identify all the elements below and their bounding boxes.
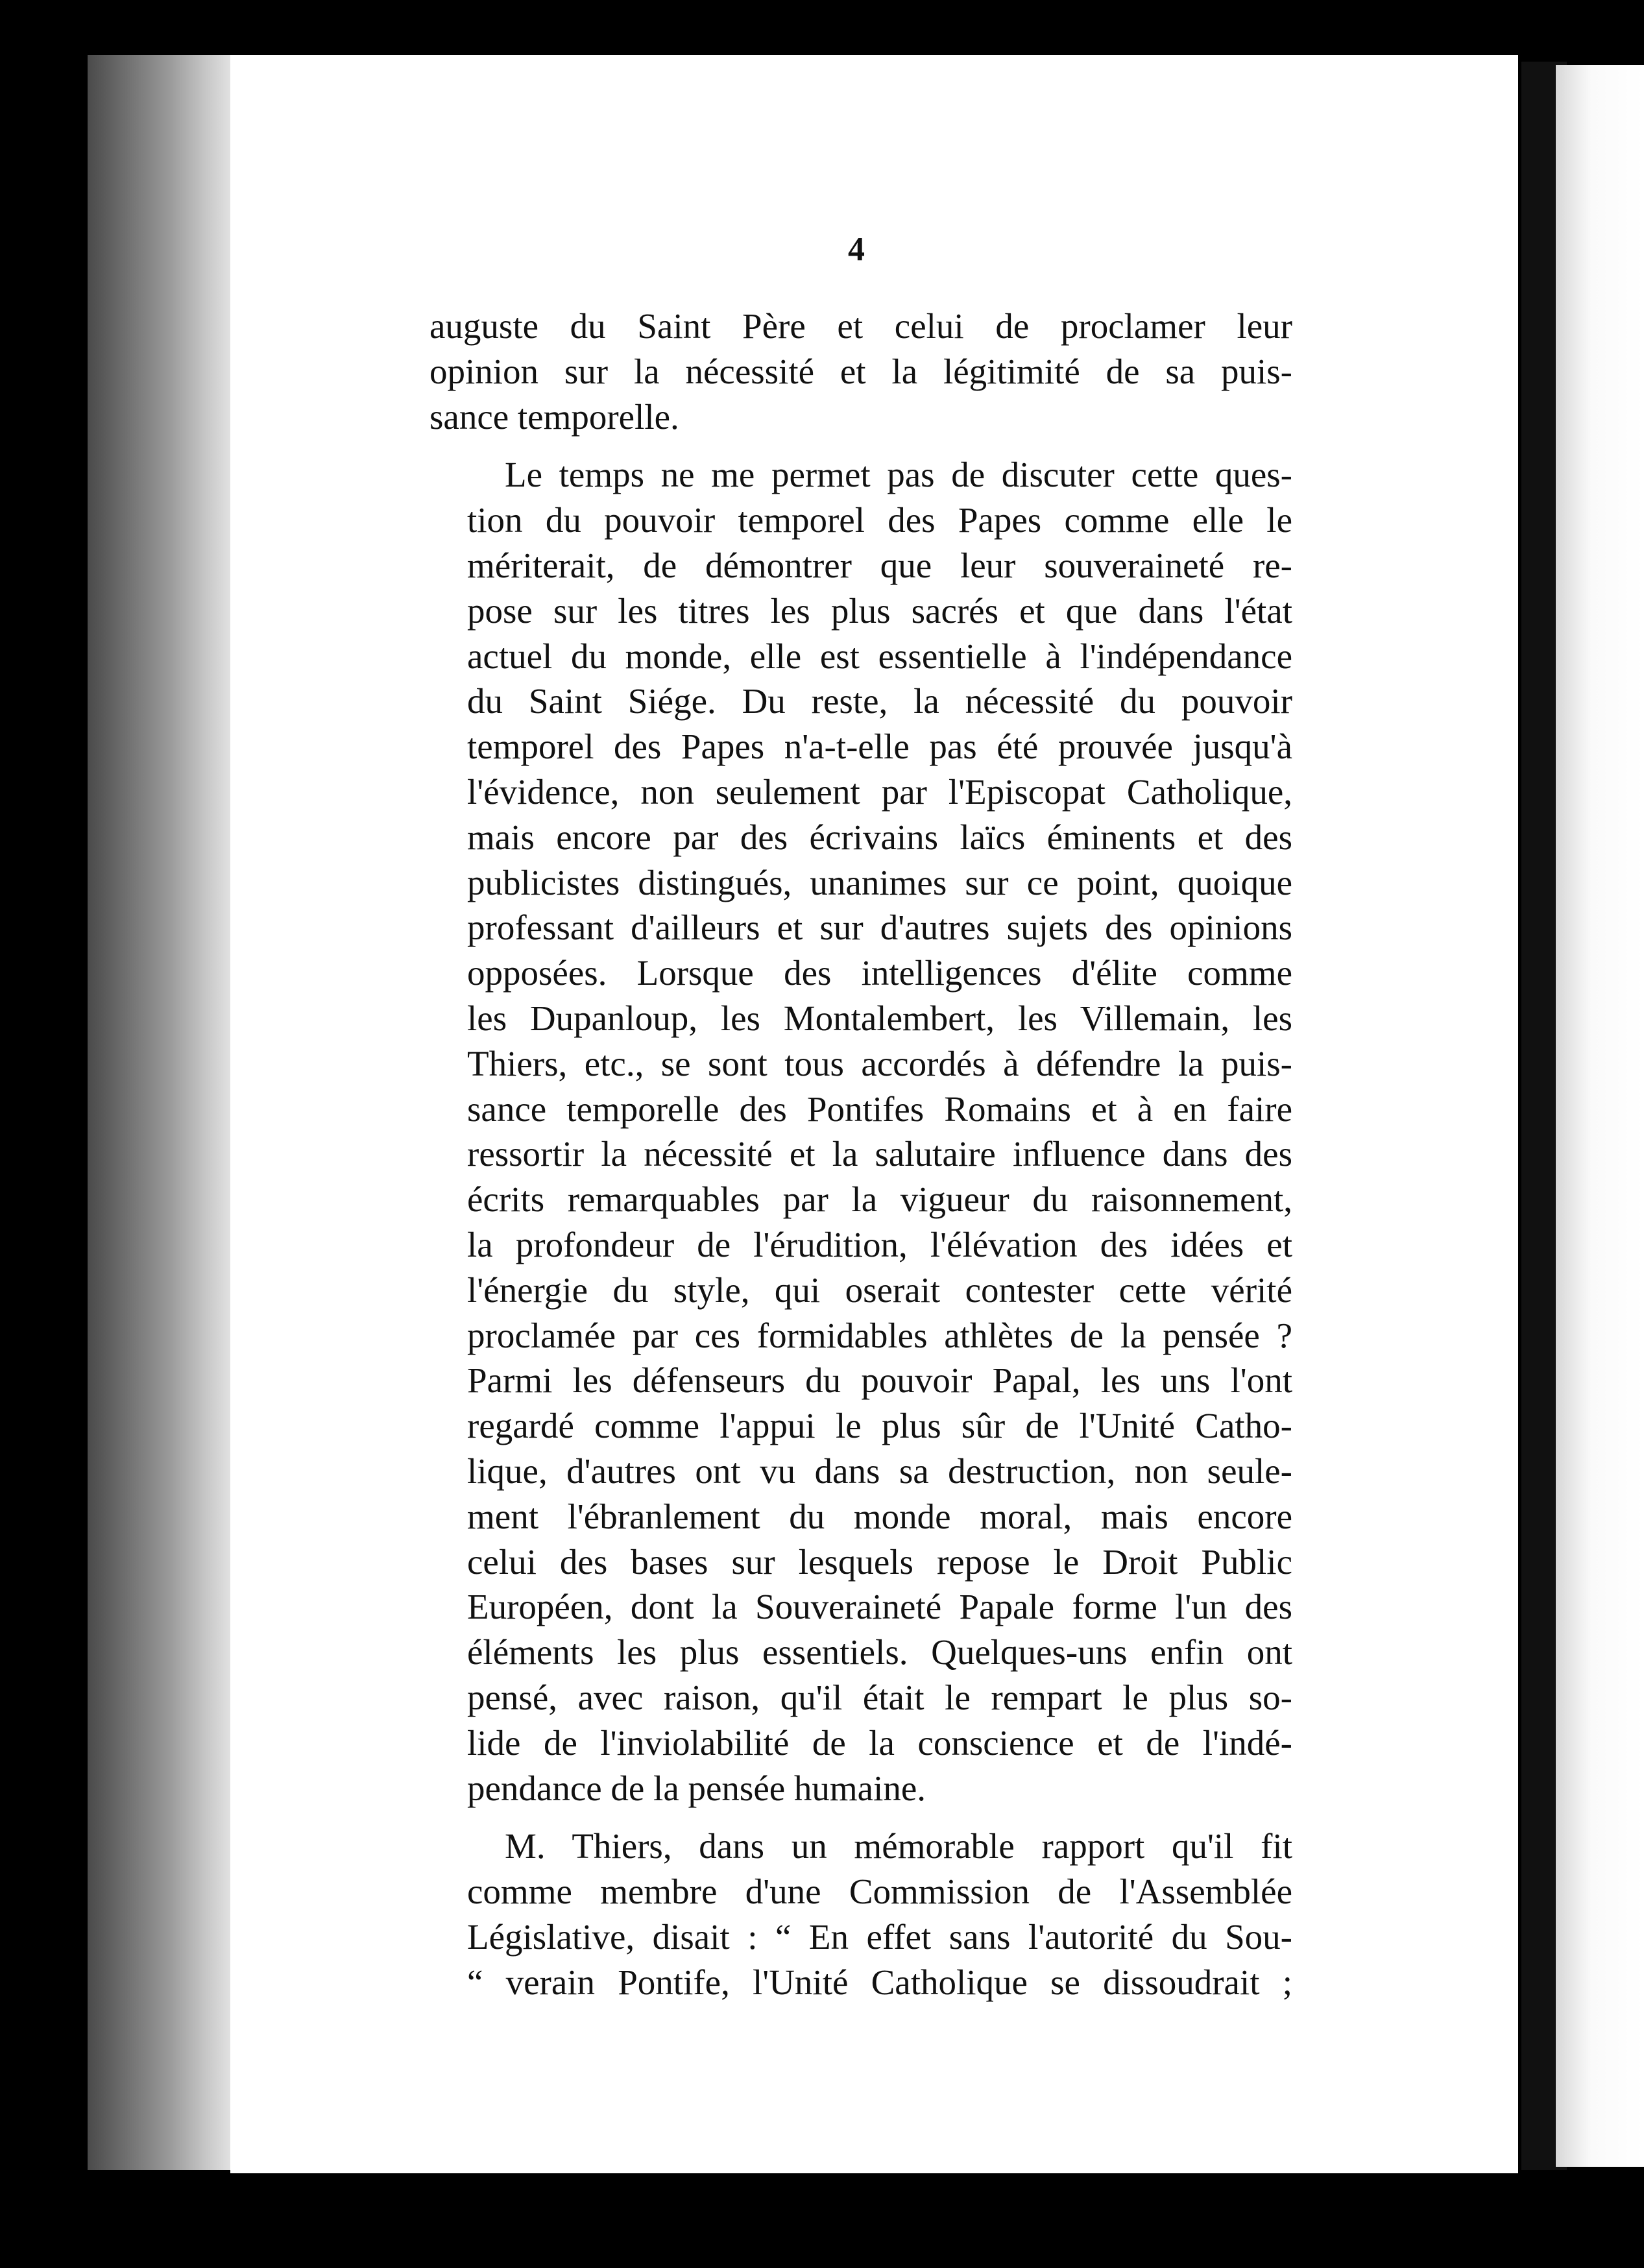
text-line: publicistes distingués, unanimes sur ce point, quoique <box>467 862 1292 902</box>
text-line: M. Thiers, dans un mémorable rapport qu'il fit <box>505 1826 1292 1866</box>
text-line: les Dupanloup, les Montalembert, les Villemain, les <box>467 998 1292 1038</box>
book-spine-shadow <box>88 55 237 2170</box>
text-line: du Saint Siége. Du reste, la nécessité du pouvoir <box>467 681 1292 721</box>
text-line: actuel du monde, elle est essentielle à l'indépendance <box>467 636 1292 676</box>
text-line: pose sur les titres les plus sacrés et que dans l'état <box>467 590 1292 631</box>
text-line: pensé, avec raison, qu'il était le rempart le plus so- <box>467 1677 1292 1717</box>
text-line: opposées. Lorsque des intelligences d'élite comme <box>467 953 1292 993</box>
text-line: pendance de la pensée humaine. <box>467 1768 926 1808</box>
text-line: Législative, disait : “ En effet sans l'autorité du Sou- <box>467 1916 1292 1957</box>
text-line: comme membre d'une Commission de l'Assemblée <box>467 1872 1292 1912</box>
text-line: mais encore par des écrivains laïcs éminents et des <box>467 817 1292 857</box>
paragraph-2 <box>429 452 1292 1811</box>
text-line: Thiers, etc., se sont tous accordés à défendre la puis- <box>467 1043 1292 1083</box>
text-line: ressortir la nécessité et la salutaire influence dans des <box>467 1134 1292 1174</box>
body-text <box>429 304 1292 2005</box>
text-line: proclamée par ces formidables athlètes de la pensée ? <box>467 1315 1292 1355</box>
text-line: celui des bases sur lesquels repose le Droit Public <box>467 1541 1292 1582</box>
paragraph-3 <box>429 1824 1292 2005</box>
text-line: lique, d'autres ont vu dans sa destruction, non seule- <box>467 1451 1292 1491</box>
text-line: l'énergie du style, qui oserait contester cette vérité <box>467 1270 1292 1310</box>
text-line: Le temps ne me permet pas de discuter cette ques- <box>505 455 1292 495</box>
text-line: sance temporelle des Pontifes Romains et à en faire <box>467 1089 1292 1129</box>
text-line: écrits remarquables par la vigueur du raisonnement, <box>467 1179 1292 1220</box>
text-line: opinion sur la nécessité et la légitimité de sa puis- <box>429 351 1292 391</box>
text-line: ment l'ébranlement du monde moral, mais encore <box>467 1496 1292 1536</box>
text-line: Européen, dont la Souveraineté Papale forme l'un des <box>467 1587 1292 1627</box>
text-line: auguste du Saint Père et celui de proclamer leur <box>429 306 1292 346</box>
text-line: Parmi les défenseurs du pouvoir Papal, les uns l'ont <box>467 1360 1292 1401</box>
text-line: mériterait, de démontrer que leur souveraineté re- <box>467 545 1292 585</box>
text-line: éléments les plus essentiels. Quelques-uns enfin ont <box>467 1632 1292 1672</box>
facing-page-edge <box>1556 65 1644 2167</box>
text-line: l'évidence, non seulement par l'Episcopat Catholique, <box>467 771 1292 812</box>
text-line: sance temporelle. <box>429 396 679 437</box>
text-line: regardé comme l'appui le plus sûr de l'Unité Catho- <box>467 1406 1292 1446</box>
page-number: 4 <box>848 231 865 268</box>
text-line: “ verain Pontife, l'Unité Catholique se dissoudrait ; <box>467 1962 1292 2002</box>
text-line: lide de l'inviolabilité de la conscience et de l'indé- <box>467 1722 1292 1763</box>
paragraph-1 <box>429 304 1292 439</box>
text-line: la profondeur de l'érudition, l'élévation des idées et <box>467 1224 1292 1264</box>
text-line: professant d'ailleurs et sur d'autres sujets des opinions <box>467 908 1292 948</box>
text-line: temporel des Papes n'a-t-elle pas été prouvée jusqu'à <box>467 727 1292 767</box>
text-line: tion du pouvoir temporel des Papes comme elle le <box>467 500 1292 540</box>
